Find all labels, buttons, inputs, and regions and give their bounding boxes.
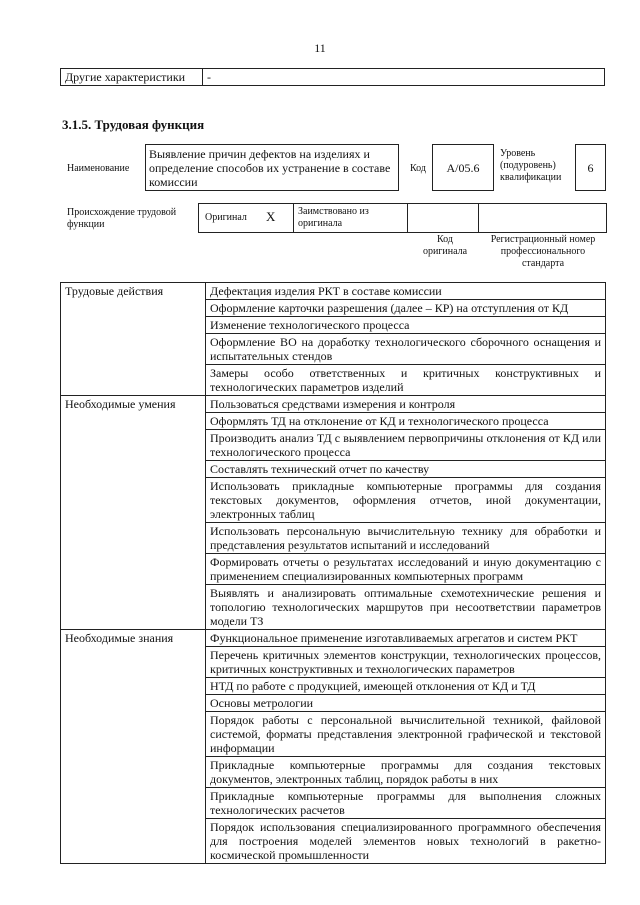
skill-item: Пользоваться средствами измерения и контроля [206,396,606,413]
origin-divider-2 [407,203,408,233]
section-labor-actions [61,283,606,396]
knowledge-item: Порядок использования специализированного программного обеспечения для построения моделей элементов новых технологий в ракетно-космической промышленности [206,819,606,864]
knowledge-item: Основы метрологии [206,695,606,712]
skill-item: Оформлять ТД на отклонение от КД и технологического процесса [206,413,606,430]
knowledge-item: Перечень критичных элементов конструкции, технологических процессов, критичных конструктивных и технологических параметров [206,647,606,678]
skill-item: Формировать отчеты о результатах исследований и иную документацию с применением специализированных компьютерных программ [206,554,606,585]
section-required-skills [61,396,606,630]
level-label: Уровень (подуровень) квалификации [500,148,562,183]
labor-action-item: Оформление карточки разрешения (далее – КР) на отступления от КД [206,300,606,317]
skill-item: Выявлять и анализировать оптимальные схемотехнические решения и топологию технологических маршрутов при несоответствии параметров модели ТЗ [206,585,606,630]
function-name-value: Выявление причин дефектов на изделиях и определение способов их устранение в составе комиссии [149,147,391,189]
section-title-required-knowledge: Необходимые знания [61,630,206,864]
original-mark: X [266,209,276,224]
code-label: Код [410,163,426,174]
knowledge-item: НТД по работе с продукцией, имеющей отклонения от КД и ТД [206,678,606,695]
knowledge-item: Прикладные компьютерные программы для выполнения сложных технологических расчетов [206,788,606,819]
section-title: 3.1.5. Трудовая функция [62,117,205,132]
function-name-box [145,144,399,191]
origin-divider-1 [293,203,294,233]
original-label: Оригинал [205,212,247,223]
knowledge-item: Функциональное применение изготавливаемых агрегатов и систем РКТ [206,630,606,647]
knowledge-item: Порядок работы с персональной вычислительной техникой, файловой системой, форматы представления электронной графической и текстовой информации [206,712,606,757]
other-characteristics-label: Другие характеристики [61,69,203,86]
labor-action-item: Изменение технологического процесса [206,317,606,334]
section-title-labor-actions: Трудовые действия [61,283,206,396]
other-characteristics-value: - [203,69,605,86]
section-required-knowledge [61,630,606,864]
level-box [575,144,606,191]
other-characteristics-table [60,68,605,86]
section-title-required-skills: Необходимые умения [61,396,206,630]
labor-action-item: Оформление ВО на доработку технологического сборочного оснащения и испытательных стендов [206,334,606,365]
level-value: 6 [587,161,594,175]
code-box [432,144,494,191]
code-value: A/05.6 [446,161,480,175]
code-original-caption: Код оригинала [422,234,468,257]
origin-divider-3 [478,203,479,233]
labor-action-item: Дефектация изделия РКТ в составе комиссии [206,283,606,300]
name-label: Наименование [67,163,130,174]
function-details-table [60,282,606,864]
page-number: 11 [314,41,326,55]
origin-label: Происхождение трудовой функции [67,207,177,230]
skill-item: Составлять технический отчет по качеству [206,461,606,478]
knowledge-item: Прикладные компьютерные программы для создания текстовых документов, электронных таблиц, порядок работы в них [206,757,606,788]
reg-number-caption: Регистрационный номер профессионального стандарта [490,234,596,269]
skill-item: Использовать персональную вычислительную технику для обработки и представления результатов испытаний и исследований [206,523,606,554]
labor-action-item: Замеры особо ответственных и критичных конструктивных и технологических параметров изделий [206,365,606,396]
borrowed-label: Заимствовано из оригинала [298,206,369,229]
skill-item: Использовать прикладные компьютерные программы для создания текстовых документов, оформления отчетов, иной документации, электронных таблиц [206,478,606,523]
skill-item: Производить анализ ТД с выявлением первопричины отклонения от КД или технологического процесса [206,430,606,461]
